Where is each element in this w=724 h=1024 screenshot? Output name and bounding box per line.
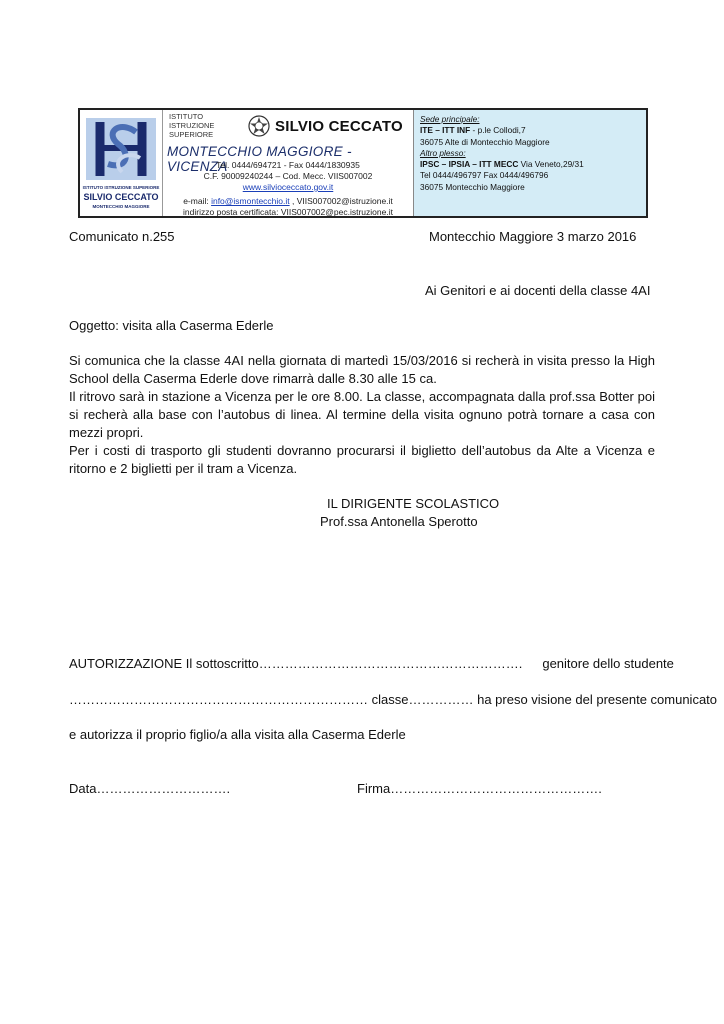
firma-field: Firma…………………………………………. (357, 781, 602, 796)
body-text (69, 352, 655, 478)
letterhead-sedi (413, 110, 646, 216)
letterhead (78, 108, 648, 218)
sede-principale-city: 36075 Alte di Montecchio Maggiore (420, 136, 550, 147)
website-link[interactable]: www.silvioceccato.gov.it (242, 182, 334, 192)
istituto-label: ISTITUTO ISTRUZIONE SUPERIORE (169, 112, 215, 139)
data-field: Data…………………………. (69, 781, 231, 796)
altro-plesso-city: 36075 Montecchio Maggiore (420, 181, 525, 192)
sede-principale-addr: - p.le Collodi,7 (470, 125, 526, 136)
place-date: Montecchio Maggiore 3 marzo 2016 (429, 229, 637, 244)
logo-text-top: ISTITUTO ISTRUZIONE SUPERIORE (82, 185, 160, 190)
authorization-line-2 (69, 692, 717, 707)
altro-plesso-tel: Tel 0444/496797 Fax 0444/496796 (420, 170, 549, 181)
signature-role: IL DIRIGENTE SCOLASTICO (327, 496, 500, 511)
email-line (163, 196, 413, 206)
altro-plesso-addr: Via Veneto,29/31 (518, 159, 584, 170)
authorization-sottoscritto: AUTORIZZAZIONE Il sottoscritto……………………………………………………. (69, 656, 523, 671)
logo-text-bottom: MONTECCHIO MAGGIORE (92, 204, 150, 209)
comunicato-number: Comunicato n.255 (69, 229, 175, 244)
codice-fiscale: C.F. 90009240244 – Cod. Mecc. VIIS007002 (203, 171, 373, 181)
email-link-1[interactable]: info@ismontecchio.it (211, 196, 290, 206)
body-paragraph-3: Per i costi di trasporto gli studenti dovranno procurarsi il biglietto dell’autobus da Alte a Vicenza e ritorno e 2 biglietti per il tram a Vicenza. (69, 443, 655, 476)
logo-text-name: SILVIO CECCATO (83, 192, 159, 202)
school-logo (80, 110, 163, 216)
body-paragraph-2: Il ritrovo sarà in stazione a Vicenza per le ore 8.00. La classe, accompagnata dalla prof.ssa Botter poi si recherà alla base con l’autobus di linea. Al termine della visita ognuno potrà tornare a casa con mezzi propri. (69, 389, 655, 440)
school-name: SILVIO CECCATO (275, 118, 403, 135)
authorization-classe: …………………………………………………………… classe…………… (69, 692, 474, 707)
email-link-2[interactable]: VIIS007002@istruzione.it (296, 196, 393, 206)
body-paragraph-1: Si comunica che la classe 4AI nella giornata di martedì 15/03/2016 si recherà in visita presso la High School della Caserma Ederle dove rimarrà dalle 8.30 alle 15 ca. (69, 353, 655, 386)
sede-principale-bold: ITE – ITT INF (420, 125, 471, 136)
email-label: e-mail: (183, 196, 212, 206)
tel-fax: Tel. 0444/694721 - Fax 0444/1830935 (216, 160, 360, 170)
altro-plesso-bold: IPSC – IPSIA – ITT MECC (420, 159, 519, 170)
sede-principale-line (420, 125, 640, 136)
authorization-presa-visione: ha preso visione del presente comunicato (477, 692, 718, 707)
letterhead-center (163, 110, 413, 216)
altro-plesso-line (420, 159, 640, 170)
recipients: Ai Genitori e ai docenti della classe 4AI (425, 283, 651, 298)
subject: Oggetto: visita alla Caserma Ederle (69, 318, 274, 333)
authorization-genitore: genitore dello studente (542, 656, 674, 671)
altro-plesso-label: Altro plesso: (420, 147, 466, 158)
sede-principale-label: Sede principale: (420, 114, 480, 124)
pec-line: indirizzo posta certificata: VIIS007002@pec.istruzione.it (183, 207, 393, 217)
authorization-line-3: e autorizza il proprio figlio/a alla visita alla Caserma Ederle (69, 727, 406, 742)
school-city: MONTECCHIO MAGGIORE - VICENZA (167, 144, 352, 174)
republic-emblem-icon (247, 113, 271, 139)
authorization-line-1 (69, 656, 674, 671)
signature-name: Prof.ssa Antonella Sperotto (320, 514, 478, 529)
email-separator: , (289, 196, 297, 206)
